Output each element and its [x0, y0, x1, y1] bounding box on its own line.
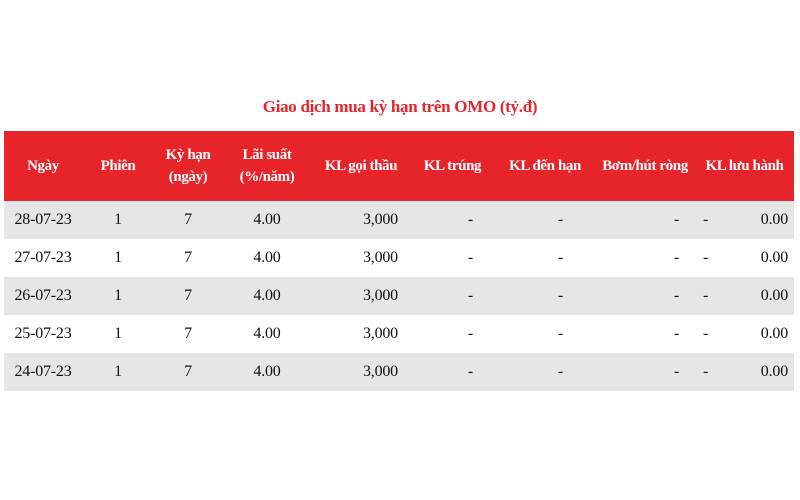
cell-bid: 3,000: [362, 287, 398, 304]
omo-table: [4, 131, 794, 391]
cell-date: 25-07-23: [14, 325, 72, 342]
cell-session: 1: [114, 249, 122, 266]
cell-outstanding: [695, 201, 794, 239]
table-row: [4, 201, 794, 239]
cell-outstanding: [695, 277, 794, 315]
header-term-line2: (ngày): [168, 169, 208, 185]
cell-session: 1: [114, 211, 122, 228]
header-won: KL trúng: [423, 158, 482, 174]
cell-won: -: [467, 249, 473, 266]
header-outstanding: KL lưu hành: [705, 158, 784, 174]
cell-maturing: -: [557, 363, 563, 380]
cell-net-value: -: [673, 287, 679, 304]
cell-maturing: -: [557, 211, 563, 228]
cell-rate: 4.00: [253, 325, 281, 342]
cell-won: -: [467, 363, 473, 380]
header-term-line1: Kỳ hạn: [165, 147, 211, 163]
cell-date: 28-07-23: [14, 211, 72, 228]
table-row: [4, 239, 794, 277]
table-row: [4, 353, 794, 391]
cell-outstanding-value: 0.00: [760, 325, 788, 342]
cell-date: 26-07-23: [14, 287, 72, 304]
cell-outstanding-dash: -: [703, 211, 709, 228]
cell-session: 1: [114, 287, 122, 304]
cell-net: [595, 315, 695, 353]
cell-net-value: -: [673, 249, 679, 266]
cell-won: -: [467, 211, 473, 228]
cell-bid: 3,000: [362, 325, 398, 342]
cell-rate: 4.00: [253, 211, 281, 228]
cell-outstanding: [695, 239, 794, 277]
cell-net: [595, 277, 695, 315]
header-rate: [222, 131, 312, 201]
header-rate-line1: Lãi suất: [242, 147, 292, 163]
cell-net: [595, 353, 695, 391]
cell-net: [595, 201, 695, 239]
header-net: Bơm/hút ròng: [602, 158, 688, 174]
header-session: Phiên: [100, 158, 136, 174]
table-title: Giao dịch mua kỳ hạn trên OMO (tỷ.đ): [262, 97, 538, 116]
cell-outstanding-dash: -: [703, 287, 709, 304]
cell-maturing: -: [557, 249, 563, 266]
cell-term: 7: [184, 325, 192, 342]
cell-term: 7: [184, 363, 192, 380]
cell-rate: 4.00: [253, 363, 281, 380]
table-row: [4, 277, 794, 315]
cell-outstanding-value: 0.00: [760, 249, 788, 266]
cell-outstanding-dash: -: [703, 325, 709, 342]
header-date: Ngày: [27, 158, 59, 174]
header-rate-line2: (%/năm): [239, 169, 295, 185]
cell-rate: 4.00: [253, 249, 281, 266]
cell-date: 24-07-23: [14, 363, 72, 380]
header-row: [4, 131, 794, 201]
cell-bid: 3,000: [362, 211, 398, 228]
cell-maturing: -: [557, 325, 563, 342]
header-term: [154, 131, 222, 201]
cell-session: 1: [114, 363, 122, 380]
cell-net-value: -: [673, 325, 679, 342]
header-bid: KL gọi thầu: [324, 158, 398, 174]
cell-outstanding-value: 0.00: [760, 363, 788, 380]
cell-net: [595, 239, 695, 277]
cell-date: 27-07-23: [14, 249, 72, 266]
cell-outstanding-value: 0.00: [760, 287, 788, 304]
cell-net-value: -: [673, 211, 679, 228]
cell-term: 7: [184, 211, 192, 228]
cell-term: 7: [184, 287, 192, 304]
cell-won: -: [467, 287, 473, 304]
cell-bid: 3,000: [362, 363, 398, 380]
table-row: [4, 315, 794, 353]
cell-maturing: -: [557, 287, 563, 304]
cell-session: 1: [114, 325, 122, 342]
cell-bid: 3,000: [362, 249, 398, 266]
cell-outstanding: [695, 353, 794, 391]
header-maturing: KL đến hạn: [509, 158, 581, 174]
cell-outstanding-dash: -: [703, 249, 709, 266]
cell-outstanding-value: 0.00: [760, 211, 788, 228]
cell-won: -: [467, 325, 473, 342]
cell-term: 7: [184, 249, 192, 266]
cell-outstanding: [695, 315, 794, 353]
cell-outstanding-dash: -: [703, 363, 709, 380]
cell-net-value: -: [673, 363, 679, 380]
cell-rate: 4.00: [253, 287, 281, 304]
